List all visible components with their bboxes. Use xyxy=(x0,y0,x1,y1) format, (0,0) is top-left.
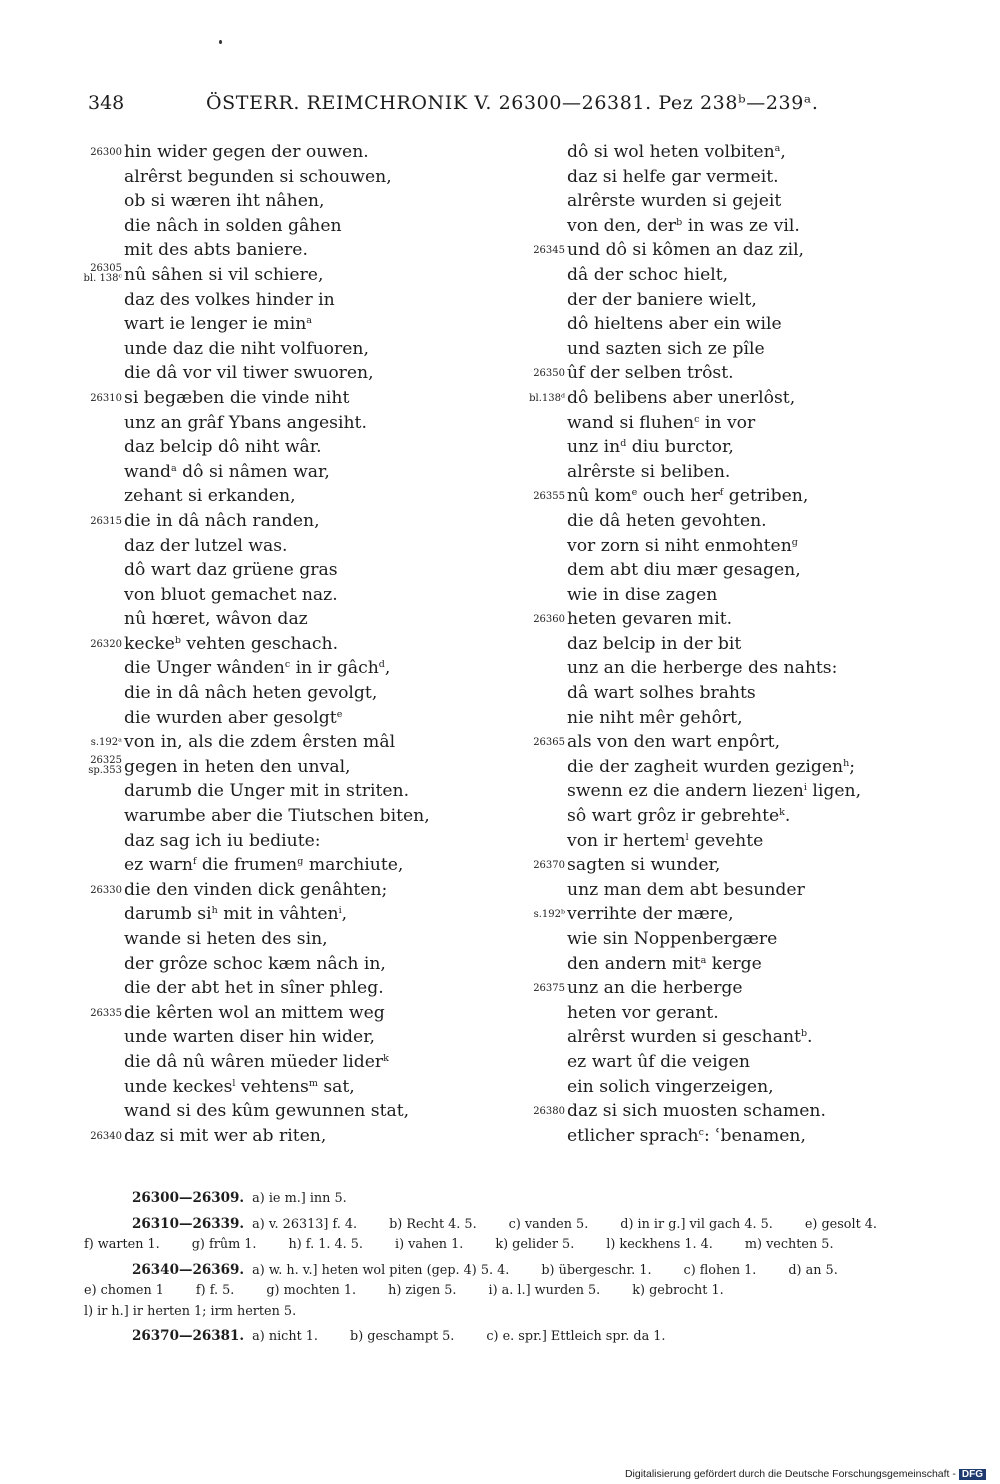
verse-line xyxy=(76,878,516,903)
footnote-marker: e xyxy=(336,708,343,720)
footnote-marker: a xyxy=(171,462,177,474)
verse-text: die der zagheit wurden gezigen$^h$; xyxy=(567,756,855,777)
verse-text: ûf der selben trôst. xyxy=(567,363,734,384)
verse-line xyxy=(76,386,516,411)
verse-text: die kêrten wol an mittem weg xyxy=(124,1002,385,1023)
note-item: k) gelider 5. xyxy=(495,1237,575,1252)
verse-line xyxy=(76,755,516,780)
verse-text: von bluot gemachet naz. xyxy=(124,584,338,605)
line-number: 26300 xyxy=(90,147,122,158)
note-range: 26370—26381. xyxy=(132,1328,245,1344)
verse-line xyxy=(510,976,950,1001)
verse-text: daz sag ich iu bediute: xyxy=(124,830,321,851)
verse-text: dâ der schoc hielt, xyxy=(567,264,729,285)
verse-line xyxy=(76,1075,516,1100)
verse-text: darumb $si^h$ mit in vâhten$^i$, xyxy=(124,904,348,925)
note-item: d) an 5. xyxy=(788,1262,838,1278)
verse-line xyxy=(510,583,950,608)
verse-line xyxy=(76,976,516,1001)
verse-line xyxy=(510,214,950,239)
note-item: c) vanden 5. xyxy=(508,1216,589,1232)
note-item: f) warten 1. xyxy=(84,1237,160,1252)
verse-text: dô wart daz grüene gras xyxy=(124,560,338,581)
dfg-logo: DFG xyxy=(959,1469,986,1480)
ink-speck xyxy=(219,40,222,44)
line-number: 26380 xyxy=(533,1106,565,1118)
verse-text: daz belcip in der bit xyxy=(567,633,742,654)
footnote-marker: g xyxy=(791,536,798,548)
note-range: 26310—26339. xyxy=(132,1215,245,1232)
verse-line xyxy=(510,952,950,977)
verse-text: von den, der$^b$ in was ze vil. xyxy=(567,215,800,236)
footnote-marker: b xyxy=(174,634,181,646)
verse-text: unde keckes$^l$ vehtens$^m$ sat, xyxy=(124,1076,355,1097)
verse-text: dô hieltens aber ein wile xyxy=(567,314,782,335)
note-block xyxy=(84,1188,954,1210)
note-item: b) geschampt 5. xyxy=(350,1329,455,1344)
line-number: 26350 xyxy=(533,368,565,380)
verse-line xyxy=(76,607,516,632)
verse-line xyxy=(76,214,516,239)
note-item: i) a. l.] wurden 5. xyxy=(488,1283,601,1298)
line-number: 26340 xyxy=(90,1130,122,1142)
verse-text: die Unger wânden$^c$ in ir gâch$^d$, xyxy=(124,658,391,679)
line-number: 26360 xyxy=(533,614,565,626)
verse-text: wand$^a$ dô si nâmen war, xyxy=(124,461,330,482)
verse-text: und sazten sich ze pîle xyxy=(567,338,765,359)
note-item: d) in ir g.] vil gach 4. 5. xyxy=(620,1216,773,1232)
verse-line xyxy=(510,189,950,214)
verse-line xyxy=(76,238,516,263)
verse-line xyxy=(510,853,950,878)
critical-apparatus xyxy=(84,1188,954,1352)
verse-line xyxy=(510,312,950,337)
verse-text: die dâ heten gevohten. xyxy=(567,510,767,531)
verse-line xyxy=(510,411,950,436)
page-header xyxy=(88,92,850,118)
verse-line xyxy=(76,583,516,608)
verse-text: darumb die Unger mit in striten. xyxy=(124,781,410,802)
verse-line xyxy=(510,140,950,165)
verse-line xyxy=(76,558,516,583)
note-item: i) vahen 1. xyxy=(394,1237,464,1252)
verse-text: alrêrste si beliben. xyxy=(567,461,731,482)
footnote-marker: i xyxy=(803,782,807,794)
footnote-marker: k xyxy=(779,807,785,819)
verse-text: daz si helfe gar vermeit. xyxy=(567,166,779,187)
verse-line xyxy=(76,1050,516,1075)
verse-line xyxy=(510,681,950,706)
note-item: e) chomen 1 xyxy=(84,1283,164,1298)
verse-text: daz des volkes hinder in xyxy=(124,289,335,310)
verse-line xyxy=(510,1124,950,1149)
verse-text: nie niht mêr gehôrt, xyxy=(567,707,743,728)
note-item: c) flohen 1. xyxy=(683,1262,757,1278)
verse-line xyxy=(510,1099,950,1124)
verse-text: die nâch in solden gâhen xyxy=(124,215,342,236)
verse-line xyxy=(510,927,950,952)
verse-line xyxy=(76,779,516,804)
verse-line xyxy=(510,1050,950,1075)
footnote-marker: m xyxy=(308,1077,318,1089)
line-number: 26305 bl. 138ᶜ xyxy=(83,262,122,284)
verse-text: die den vinden dick genâhten; xyxy=(124,879,388,900)
verse-text: daz si sich muosten schamen. xyxy=(567,1101,826,1122)
verse-text: hin wider gegen der ouwen. xyxy=(124,142,369,162)
verse-text: von in, als die zdem êrsten mâl xyxy=(124,732,396,753)
verse-text: unz $in^d$ diu burctor, xyxy=(567,437,734,458)
verse-line xyxy=(76,140,516,165)
line-number: 26370 xyxy=(533,860,565,872)
verse-text: der grôze schoc kæm nâch in, xyxy=(124,953,386,974)
verse-line xyxy=(510,484,950,509)
note-block xyxy=(84,1260,954,1323)
verse-line xyxy=(510,238,950,263)
line-number: 26355 xyxy=(533,491,565,503)
footnote-marker: c xyxy=(284,659,291,671)
verse-line xyxy=(76,411,516,436)
verse-line xyxy=(510,558,950,583)
line-number: 26310 xyxy=(90,392,122,404)
verse-text: daz si mit wer ab riten, xyxy=(124,1125,327,1146)
verse-line xyxy=(76,1124,516,1149)
note-item: h) f. 1. 4. 5. xyxy=(288,1237,363,1252)
verse-text: gegen in heten den unval, xyxy=(124,756,351,777)
page-number: 348 xyxy=(88,92,125,114)
verse-line xyxy=(510,386,950,411)
verse-text: warumbe aber die Tiutschen biten, xyxy=(124,806,430,827)
line-number: 26345 xyxy=(533,245,565,257)
footnote-marker: a xyxy=(774,143,781,154)
verse-line xyxy=(76,263,516,288)
verse-line xyxy=(76,632,516,657)
verse-text: etlicher sprach$^c$: ʿbenamen, xyxy=(567,1125,806,1146)
line-number: 26335 xyxy=(90,1007,122,1019)
footnote-marker: f xyxy=(719,487,724,499)
verse-line xyxy=(76,804,516,829)
verse-text: sô wart grôz ir gebrehte$^k$. xyxy=(567,806,791,827)
verse-text: ez warn$^f$ die frumen$^g$ marchiute, xyxy=(124,855,404,876)
line-number: s.192ᵃ xyxy=(90,737,122,749)
footnote-marker: d xyxy=(620,438,627,450)
note-item: k) gebrocht 1. xyxy=(632,1283,724,1298)
footnote-marker: h xyxy=(211,905,218,917)
note-item: f) f. 5. xyxy=(195,1283,235,1298)
note-item: g) mochten 1. xyxy=(266,1283,357,1298)
footnote-marker: e xyxy=(631,487,638,499)
verse-text: nû kom$^e$ ouch her$^f$ getriben, xyxy=(567,486,809,507)
verse-line xyxy=(510,755,950,780)
verse-line xyxy=(76,435,516,460)
line-number: 26325 sp.353 xyxy=(88,754,122,776)
verse-text: unde daz die niht volfuoren, xyxy=(124,338,369,359)
note-item: g) frûm 1. xyxy=(191,1237,257,1252)
footnote-marker: a xyxy=(700,954,707,966)
verse-text: zehant si erkanden, xyxy=(124,486,296,507)
verse-line xyxy=(76,730,516,755)
verse-text: si begæben die vinde niht xyxy=(124,387,350,408)
verse-line xyxy=(76,509,516,534)
line-number: bl.138ᵈ xyxy=(529,392,565,404)
line-number: 26365 xyxy=(533,737,565,749)
note-item: e) gesolt 4. xyxy=(804,1216,877,1232)
verse-line xyxy=(510,337,950,362)
verse-text: ob si wæren iht nâhen, xyxy=(124,191,325,212)
verse-line xyxy=(510,730,950,755)
verse-line xyxy=(76,189,516,214)
footnote-marker: b xyxy=(676,216,683,228)
verse-text: sagten si wunder, xyxy=(567,855,721,876)
note-item: m) vechten 5. xyxy=(744,1237,834,1252)
line-number: 26315 xyxy=(90,515,122,527)
verse-text: wande si heten des sin, xyxy=(124,929,328,949)
verse-line xyxy=(510,165,950,190)
verse-text: nû hœret, wâvon daz xyxy=(124,609,308,630)
note-range: 26300—26309. xyxy=(132,1190,245,1206)
verse-line xyxy=(76,1099,516,1124)
verse-text: die in dâ nâch randen, xyxy=(124,510,320,531)
verse-line xyxy=(76,681,516,706)
verse-line xyxy=(510,779,950,804)
verse-text: wie sin Noppenbergære xyxy=(567,929,778,949)
verse-text: unz an die herberge des nahts: xyxy=(567,658,838,679)
verse-line xyxy=(510,706,950,731)
verse-text: alrêrste wurden si gejeit xyxy=(567,191,782,212)
verse-line xyxy=(76,460,516,485)
verse-line xyxy=(76,312,516,337)
verse-line xyxy=(510,902,950,927)
verse-text: verrihte der mære, xyxy=(567,904,734,925)
verse-text: vor zorn si niht enmohten$^g$ xyxy=(567,535,798,556)
verse-text: unz an grâf Ybans angesiht. xyxy=(124,412,367,433)
right-column xyxy=(510,140,950,1148)
verse-text: von ir hertem$^l$ gevehte xyxy=(567,830,764,851)
footnote-marker: l xyxy=(232,1077,236,1089)
note-block xyxy=(84,1214,954,1256)
note-block xyxy=(84,1326,954,1348)
verse-line xyxy=(510,804,950,829)
line-number: 26375 xyxy=(533,983,565,995)
verse-text: unz an die herberge xyxy=(567,978,743,999)
verse-text: die dâ vor vil tiwer swuoren, xyxy=(124,363,374,384)
verse-text: wand si fluhen$^c$ in vor xyxy=(567,412,756,433)
verse-text: der der baniere wielt, xyxy=(567,289,757,310)
note-item: b) übergeschr. 1. xyxy=(541,1262,652,1278)
footnote-marker: i xyxy=(338,905,342,917)
verse-line xyxy=(76,484,516,509)
verse-line xyxy=(76,288,516,313)
verse-line xyxy=(510,460,950,485)
note-item: a) ie m.] inn 5. xyxy=(252,1191,347,1206)
note-item: h) zigen 5. xyxy=(388,1283,457,1298)
footnote-marker: c xyxy=(698,1126,704,1138)
note-item: a) v. 26313] f. 4. xyxy=(252,1216,358,1232)
footnote-marker: l xyxy=(685,831,689,843)
footnote-marker: a xyxy=(306,315,312,327)
verse-line xyxy=(510,1025,950,1050)
verse-line xyxy=(510,263,950,288)
verse-text: unz man dem abt besunder xyxy=(567,879,805,900)
verse-text: daz der lutzel was. xyxy=(124,535,288,556)
footnote-marker: d xyxy=(378,659,385,671)
verse-text: alrêrst wurden si geschant$^b$. xyxy=(567,1027,813,1048)
verse-line xyxy=(76,706,516,731)
footnote-marker: k xyxy=(383,1052,389,1064)
line-number: s.192ᵇ xyxy=(533,909,565,921)
footnote-marker: h xyxy=(843,757,850,769)
verse-text: swenn ez die andern liezen$^i$ ligen, xyxy=(567,781,862,802)
footnote-marker: b xyxy=(800,1028,808,1040)
note-item: l) ir h.] ir herten 1; irm herten 5. xyxy=(84,1303,297,1319)
verse-line xyxy=(76,902,516,927)
verse-line xyxy=(510,435,950,460)
footnote-marker: c xyxy=(694,413,700,425)
verse-line xyxy=(76,853,516,878)
verse-line xyxy=(510,1075,950,1100)
verse-line xyxy=(510,632,950,657)
verse-line xyxy=(510,656,950,681)
verse-line xyxy=(76,1025,516,1050)
verse-text: dem abt diu mær gesagen, xyxy=(567,560,801,581)
verse-line xyxy=(510,509,950,534)
line-number: 26320 xyxy=(90,638,122,650)
verse-text: daz belcip dô niht wâr. xyxy=(124,437,322,458)
verse-text: alrêrst begunden si schouwen, xyxy=(124,166,392,187)
verse-line xyxy=(76,165,516,190)
verse-line xyxy=(510,1001,950,1026)
verse-line xyxy=(510,607,950,632)
verse-line xyxy=(510,361,950,386)
verse-text: kecke$^b$ vehten geschach. xyxy=(124,633,339,654)
note-item: a) nicht 1. xyxy=(252,1329,318,1344)
verse-line xyxy=(510,534,950,559)
verse-text: dô si wol heten volbiten$^a$, xyxy=(567,142,786,162)
verse-text: heten gevaren mit. xyxy=(567,609,733,630)
verse-text: die in dâ nâch heten gevolgt, xyxy=(124,683,378,704)
verse-text: die dâ nû wâren müeder lider$^k$ xyxy=(124,1051,389,1072)
verse-text: dô belibens aber unerlôst, xyxy=(567,387,796,408)
verse-text: ez wart ûf die veigen xyxy=(567,1051,750,1072)
verse-line xyxy=(76,656,516,681)
verse-line xyxy=(76,952,516,977)
verse-text: nû sâhen si vil schiere, xyxy=(124,264,324,285)
line-number: 26330 xyxy=(90,884,122,896)
verse-line xyxy=(76,337,516,362)
verse-text: ein solich vingerzeigen, xyxy=(567,1076,774,1097)
verse-text: mit des abts baniere. xyxy=(124,240,308,261)
note-range: 26340—26369. xyxy=(132,1261,245,1278)
verse-line xyxy=(510,878,950,903)
left-column xyxy=(76,140,516,1148)
verse-text: heten vor gerant. xyxy=(567,1002,719,1023)
verse-text: wart ie lenger ie $\min^a$ xyxy=(124,314,312,335)
verse-line xyxy=(76,361,516,386)
verse-line xyxy=(76,534,516,559)
verse-text: wand si des kûm gewunnen stat, xyxy=(124,1101,410,1122)
verse-text: und dô si kômen an daz zil, xyxy=(567,240,805,261)
footer-credit: Digitalisierung gefördert durch die Deutsche Forschungsgemeinschaft - xyxy=(624,1468,956,1480)
footnote-marker: g xyxy=(297,856,304,868)
verse-line xyxy=(76,1001,516,1026)
note-item: b) Recht 4. 5. xyxy=(389,1216,477,1232)
verse-line xyxy=(510,288,950,313)
footnote-marker: f xyxy=(192,856,197,868)
verse-text: wie in dise zagen xyxy=(567,584,718,605)
verse-line xyxy=(76,927,516,952)
note-item: a) w. h. v.] heten wol piten (gep. 4) 5. 4. xyxy=(252,1262,510,1278)
footer xyxy=(625,1468,986,1480)
running-title: ÖSTERR. REIMCHRONIK V. 26300—26381. Pez 238ᵇ—239ᵃ. xyxy=(206,92,819,114)
note-item: c) e. spr.] Ettleich spr. da 1. xyxy=(486,1329,666,1344)
verse-text: die der abt het in sîner phleg. xyxy=(124,978,384,999)
verse-text: als von den wart enpôrt, xyxy=(567,732,781,753)
note-item: l) keckhens 1. 4. xyxy=(606,1237,713,1252)
verse-text: den andern mit$^a$ kerge xyxy=(567,953,762,974)
verse-text: dâ wart solhes brahts xyxy=(567,683,756,704)
verse-text: unde warten diser hin wider, xyxy=(124,1027,376,1048)
verse-line xyxy=(510,829,950,854)
verse-text: die wurden aber gesolgt$^e$ xyxy=(124,707,343,728)
verse-line xyxy=(76,829,516,854)
